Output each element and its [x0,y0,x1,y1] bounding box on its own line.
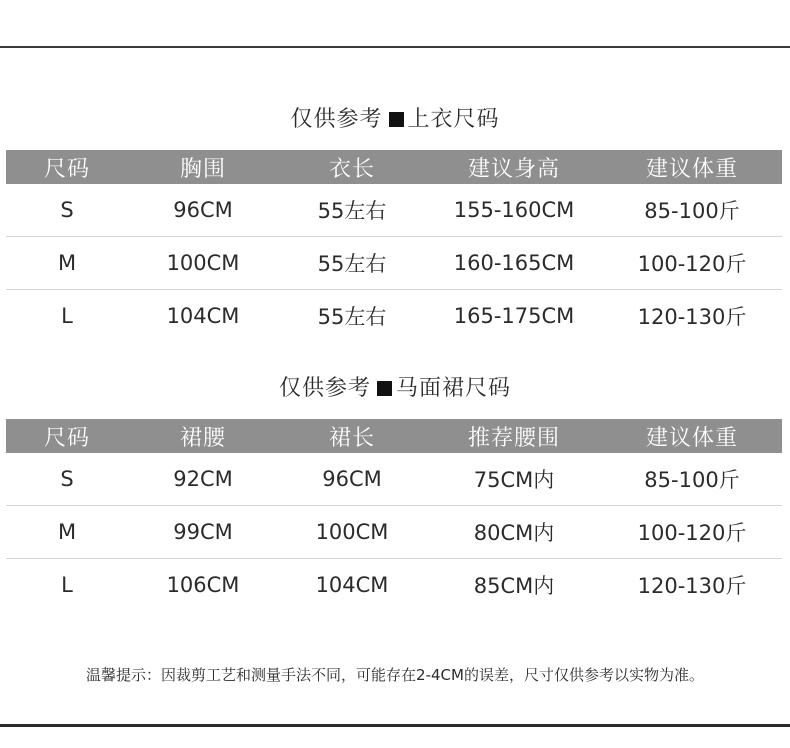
table-cell: 160-165CM [426,237,602,290]
header-height: 建议身高 [426,150,602,184]
table-cell: 120-130斤 [637,305,747,329]
header-size: 尺码 [6,419,128,453]
table-cell: 104CM [315,573,389,597]
top-size-title [0,102,790,133]
skirt-size-title [0,371,790,402]
table-cell: 165-175CM [453,304,575,328]
table-cell: M [6,506,128,559]
table-row [6,237,782,290]
table-cell: 55左右 [278,237,426,290]
table-cell: 55左右 [278,184,426,237]
top-title-suffix: 上衣尺码 [407,107,500,132]
table-row [6,290,782,343]
table-cell: S [6,184,128,237]
table-cell: 100-120斤 [602,506,782,559]
header-length: 衣长 [278,150,426,184]
header-weight: 建议体重 [602,419,782,453]
table-cell: 120-130斤 [637,574,747,598]
top-divider-line [0,46,790,48]
header-chest: 胸围 [128,150,278,184]
table-header-row [6,150,782,184]
table-cell: 85CM内 [473,574,555,598]
table-cell: 85-100斤 [602,184,782,237]
skirt-title-prefix: 仅供参考 [278,376,371,401]
table-row [6,506,782,559]
black-square-icon [389,112,404,127]
table-cell: L [61,573,73,597]
header-waist: 裙腰 [128,419,278,453]
footnote-tip: 温馨提示：因裁剪工艺和测量手法不同，可能存在2-4CM的误差，尺寸仅供参考以实物为准。 [86,666,704,684]
table-cell: L [61,304,73,328]
skirt-title-suffix: 马面裙尺码 [396,376,512,401]
table-cell: 100CM [278,506,426,559]
table-cell: 96CM [128,184,278,237]
header-recommended-waist: 推荐腰围 [426,419,602,453]
table-cell: M [6,237,128,290]
header-weight: 建议体重 [602,150,782,184]
table-header-row [6,419,782,453]
table-cell: 55左右 [317,305,387,329]
header-size: 尺码 [6,150,128,184]
table-cell: 99CM [128,506,278,559]
top-size-table [6,150,782,342]
table-cell: 96CM [278,453,426,506]
table-row [6,559,782,612]
table-cell: 104CM [166,304,240,328]
table-cell: S [6,453,128,506]
header-skirt-length: 裙长 [278,419,426,453]
table-cell: 85-100斤 [602,453,782,506]
table-cell: 75CM内 [426,453,602,506]
table-cell: 100-120斤 [602,237,782,290]
bottom-divider-line [0,724,790,727]
table-cell: 106CM [166,573,240,597]
skirt-size-table [6,419,782,611]
table-cell: 100CM [128,237,278,290]
table-cell: 92CM [128,453,278,506]
table-row [6,453,782,506]
table-row [6,184,782,237]
table-cell: 155-160CM [426,184,602,237]
top-title-prefix: 仅供参考 [290,107,383,132]
table-cell: 80CM内 [426,506,602,559]
black-square-icon [377,381,392,396]
